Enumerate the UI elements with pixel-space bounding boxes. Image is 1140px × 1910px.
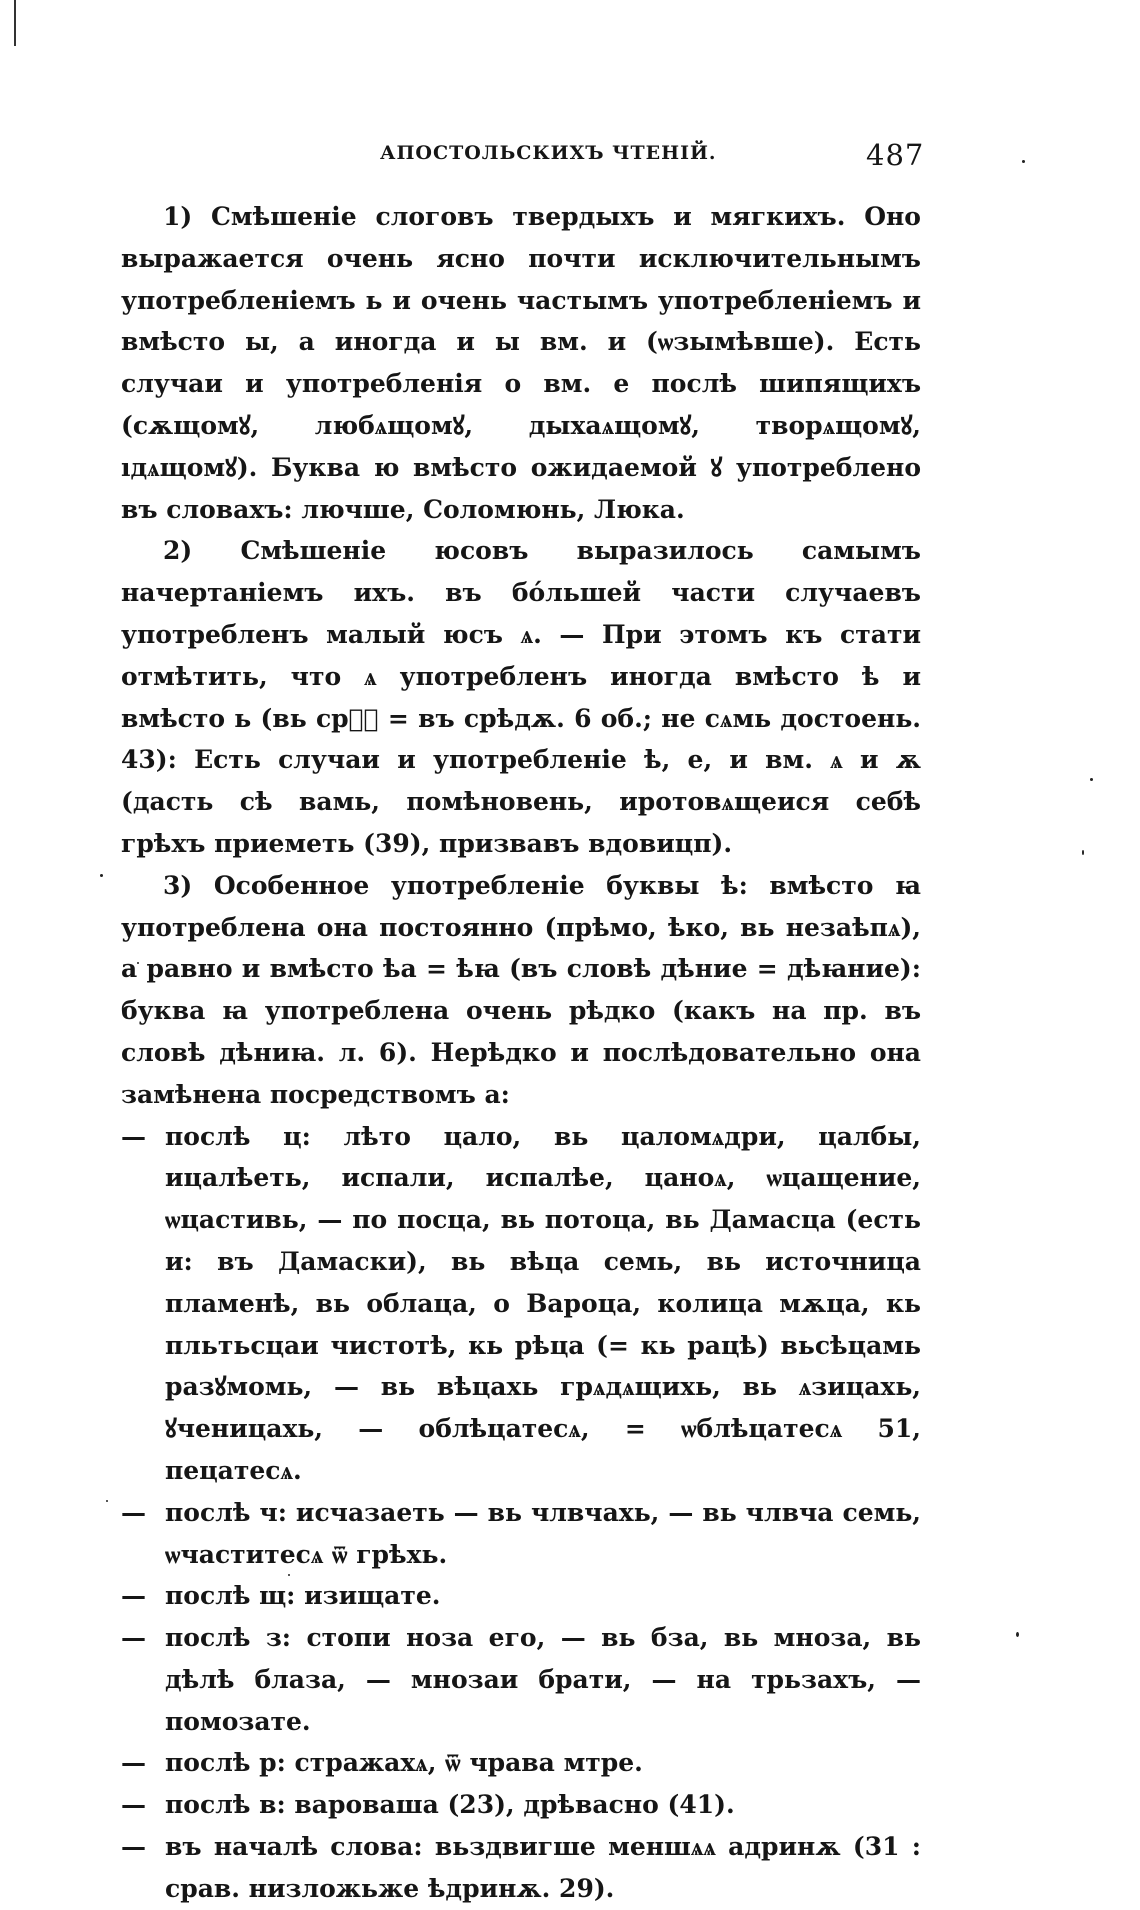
page-number: 487 [866,138,925,172]
paragraph-number: 3) [163,870,193,900]
dash-mark: — [121,1623,146,1653]
list-item-text: послѣ ч: исчазаеть — вь члвчахь, — вь члвча семь, ѡчаститесѧ ѿ грѣхь. [165,1497,921,1569]
list-item [121,1826,921,1910]
list-item [121,1116,921,1492]
page-header [0,138,1140,178]
paragraph-text: Смѣшеніе юсовъ выразилось самымъ начертаніемъ ихъ. въ бо́льшей части случаевъ употребленъ малый юсъ ѧ. — При этомъ къ стати отмѣтить, что ѧ употребленъ иногда вмѣсто ѣ и вмѣсто ь (вь срⷭ҇ = въ срѣдѫ. 6 об.; не сѧмь достоень. 43): Есть случаи и употребленіе ѣ, е, и вм. ѧ и ѫ (дасть сѣ вамь, помѣновень, иротовѧщеися себѣ грѣхъ приеметь (39), призвавъ вдовицп). [121,536,921,858]
paragraph-2 [121,530,921,864]
dash-mark: — [121,1748,146,1778]
speck [100,874,103,877]
paragraph-number: 2) [163,536,193,566]
paragraph-text: Особенное употребленіе буквы ѣ: вмѣсто ꙗ употреблена она постоянно (прѣмо, ѣко, вь незаѣпѧ), а равно и вмѣсто ѣа = ѣꙗ (въ словѣ дѣние = дѣꙗние): буква ꙗ употреблена очень рѣдко (какъ на пр. въ словѣ дѣниꙗ. л. 6). Нерѣдко и послѣдовательно она замѣнена посредствомъ а: [121,870,921,1109]
list-item [121,1742,921,1784]
left-edge-mark [14,0,16,46]
running-title: АПОСТОЛЬСКИХЪ ЧТЕНІЙ. [380,142,717,164]
list-item [121,1575,921,1617]
dash-mark: — [121,1832,146,1862]
speck [1082,850,1084,855]
paragraph-3 [121,865,921,1116]
paragraph-number: 1) [163,202,193,231]
speck [106,1500,108,1502]
dash-mark: — [121,1121,146,1151]
dash-mark: — [121,1790,146,1820]
list-item [121,1784,921,1826]
dash-mark: — [121,1581,146,1611]
paragraph-text: Смѣшеніе слоговъ твердыхъ и мягкихъ. Оно выражается очень ясно почти исключительнымъ употребленіемъ ь и очень частымъ употребленіемъ и вмѣсто ы, а иногда и ы вм. и (ѡзымѣвше). Есть случаи и употребленія о вм. е послѣ шипящихъ (сѫщомꙋ, любѧщомꙋ, дыхаѧщомꙋ, творѧщомꙋ, ıдѧщомꙋ). Буква ю вмѣсто ожидаемой ꙋ употреблено въ словахъ: лючше, Соломюнь, Люка. [121,202,921,524]
list-item-text: послѣ в: вароваша (23), дрѣвасно (41). [165,1790,735,1820]
list-item-text: послѣ з: стопи ноза его, — вь бза, вь мноза, вь дѣлѣ блаза, — мнозаи брати, — на трьзахъ, — помозате. [165,1623,921,1736]
dash-mark: — [121,1497,146,1527]
list-item-text: послѣ щ: изищате. [165,1581,441,1611]
body-text [121,196,921,1910]
speck [1016,1632,1019,1637]
speck [1090,778,1093,781]
list-item [121,1617,921,1742]
paragraph-1 [121,196,921,530]
list-item-text: въ началѣ слова: вьздвигше меншѧѧ адринѫ (31 : срав. низложьже ѣдринѫ. 29). [165,1832,921,1903]
list-item-text: послѣ ц: лѣто цало, вь цаломѧдри, цалбы, ицалѣеть, испали, испалѣе, цаноѧ, ѡцащение, ѡцастивь, — по посца, вь потоца, вь Дамасца (есть и: въ Дамаски), вь вѣца семь, вь источница пламенѣ, вь облаца, о Вароца, колица мѫца, кь пльтьсцаи чистотѣ, кь рѣца (= кь рацѣ) вьсѣцамь разꙋмомь, — вь вѣцахь грѧдѧщихь, вь ѧзицахь, ꙋченицахь, — облѣцатесѧ, = ѡблѣцатесѧ 51, пецатесѧ. [165,1121,921,1485]
list-item [121,1492,921,1576]
list-item-text: послѣ р: стражахѧ, ѿ чрава мтре. [165,1748,643,1778]
